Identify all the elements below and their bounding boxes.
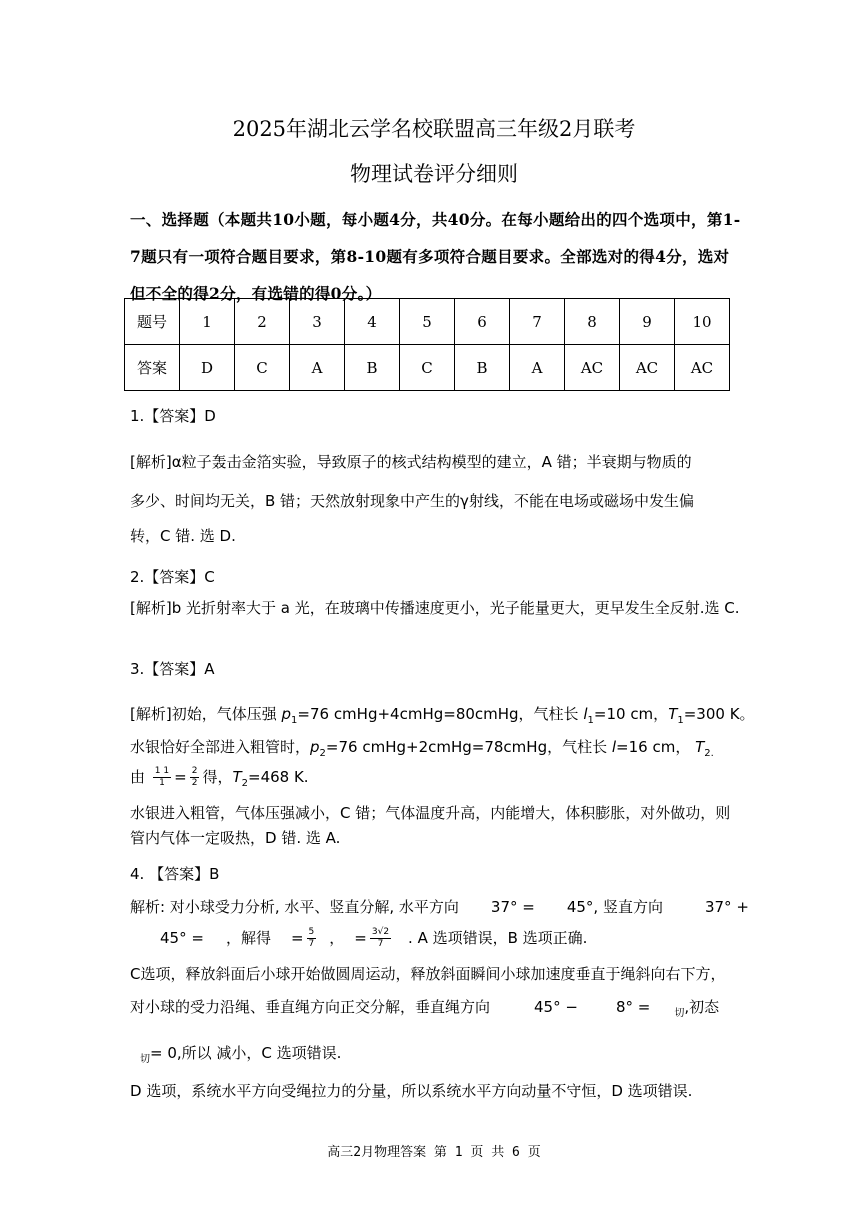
q2-analysis: [解析]b 光折射率大于 a 光，在玻璃中传播速度更小，光子能量更大，更早发生全反射.选 C. [130,599,740,617]
table-cell: 2 [235,299,290,345]
subscript: 切 [674,1008,685,1019]
table-cell: 5 [400,299,455,345]
table-cell: B [455,345,510,391]
table-cell: 8 [565,299,620,345]
text: 37° = [490,898,535,916]
table-cell: A [510,345,565,391]
text: ,初态 [684,998,720,1016]
text: 45°, 竖直方向 [566,898,663,916]
denominator: 1 [159,778,165,788]
text: 8° = [615,998,651,1016]
var-p: p [310,738,320,756]
text: 45° = [160,929,204,947]
text: =16 cm， [616,738,691,756]
text: 水银恰好全部进入粗管时， [130,738,311,756]
table-row-questions [125,299,730,345]
answer-table [124,298,730,391]
text: = 0,所以 减小，C 选项错误. [150,1044,342,1062]
q4-answer: 4. 【答案】B [130,865,220,883]
text: 对小球的受力沿绳、垂直绳方向正交分解，垂直绳方向 [130,998,491,1016]
q2-answer: 2.【答案】C [130,568,215,586]
numerator: 1 1 [154,766,170,776]
q3-line-2 [130,736,714,759]
table-cell: D [180,345,235,391]
table-cell: AC [675,345,730,391]
fraction [370,927,391,950]
table-cell: C [400,345,455,391]
subscript: 1 [587,715,594,726]
table-cell: 10 [675,299,730,345]
text: 37° + [704,898,749,916]
text: =468 K. [248,768,309,786]
subscript: 1 [291,715,298,726]
fraction [153,766,171,789]
var-p: p [281,705,292,723]
q3-line-1 [130,703,755,726]
q3-answer: 3.【答案】A [130,660,215,678]
text: 解析: 对小球受力分析, 水平、竖直分解, 水平方向 [130,898,459,916]
text: =76 cmHg+2cmHg=78cmHg，气柱长 [325,738,612,756]
subscript: 2 [241,778,248,789]
text: 得， [202,768,233,786]
text: =76 cmHg+4cmHg=80cmHg，气柱长 [297,705,584,723]
table-cell: AC [620,345,675,391]
q3-line-3 [130,766,309,789]
table-cell: 3 [290,299,345,345]
q1-answer: 1.【答案】D [130,407,216,425]
var-l: l [611,738,617,756]
q4-line-5 [140,1042,341,1065]
text: . A 选项错误，B 选项正确. [408,929,588,947]
text: =300 K。 [683,705,755,723]
page-footer: 高三2月物理答案 第 1 页 共 6 页 [327,1145,541,1160]
table-cell: 9 [620,299,675,345]
subscript: 切 [140,1054,150,1065]
q3-line-4: 水银进入粗管，气体压强减小，C 错；气体温度升高，内能增大，体积膨胀，对外做功，则管内气体一定吸热，D 错. 选 A. [130,804,731,847]
var-t: T [668,705,678,723]
table-cell: A [290,345,345,391]
numerator: 3√2 [371,927,390,937]
q4-line-4 [130,996,719,1019]
table-cell: C [235,345,290,391]
var-l: l [583,705,588,723]
table-cell: 6 [455,299,510,345]
document-subtitle: 物理试卷评分细则 [350,162,518,186]
text: = [290,929,304,947]
q4-line-3: C选项，释放斜面后小球开始做圆周运动，释放斜面瞬间小球加速度垂直于绳斜向右下方， [130,965,726,983]
table-cell: 7 [510,299,565,345]
fraction [190,766,200,789]
q4-line-6: D 选项，系统水平方向受绳拉力的分量，所以系统水平方向动量不守恒，D 选项错误. [130,1082,693,1100]
text: 45° − [534,998,578,1016]
denominator: 2 [191,778,198,788]
table-cell: AC [565,345,620,391]
table-cell: 4 [345,299,400,345]
text: 由 [130,768,146,786]
q1-analysis-line: 多少、时间均无关，B 错；天然放射现象中产生的γ射线，不能在电场或磁场中发生偏 [130,492,694,510]
table-cell: B [345,345,400,391]
q4-line-1 [130,896,749,917]
var-t: T [695,738,705,756]
subscript: 2 [319,748,326,759]
section-heading: 一、选择题（本题共10小题，每小题4分，共40分。在每小题给出的四个选项中，第1-7题只有一项符合题目要求，第8-10题有多项符合题目要求。全部选对的得4分，选对但不全的得2分，有选错的得0分。） [130,210,741,303]
text: ，解得 [225,929,271,947]
q1-analysis-line: 转，C 错. 选 D. [130,527,236,545]
subscript: 2. [704,748,714,759]
row-label-question: 题号 [125,299,180,345]
text: ， [329,929,345,947]
table-cell: 1 [180,299,235,345]
fraction [307,927,317,950]
row-label-answer: 答案 [125,345,180,391]
text: =10 cm， [593,705,669,723]
numerator: 5 [308,927,315,937]
text: [解析]初始，气体压强 [130,705,282,723]
var-t: T [232,768,242,786]
text: = [354,929,367,947]
equals: = [174,768,187,786]
denominator: 7 [377,939,384,949]
subscript: 1 [677,715,684,726]
document-title: 2025年湖北云学名校联盟高三年级2月联考 [232,117,636,141]
table-row-answers [125,345,730,391]
q1-analysis-line: [解析]α粒子轰击金箔实验，导致原子的核式结构模型的建立，A 错；半衰期与物质的 [130,453,692,471]
q4-line-2 [160,927,587,950]
numerator: 2 [191,766,198,776]
denominator: 7 [308,939,315,949]
